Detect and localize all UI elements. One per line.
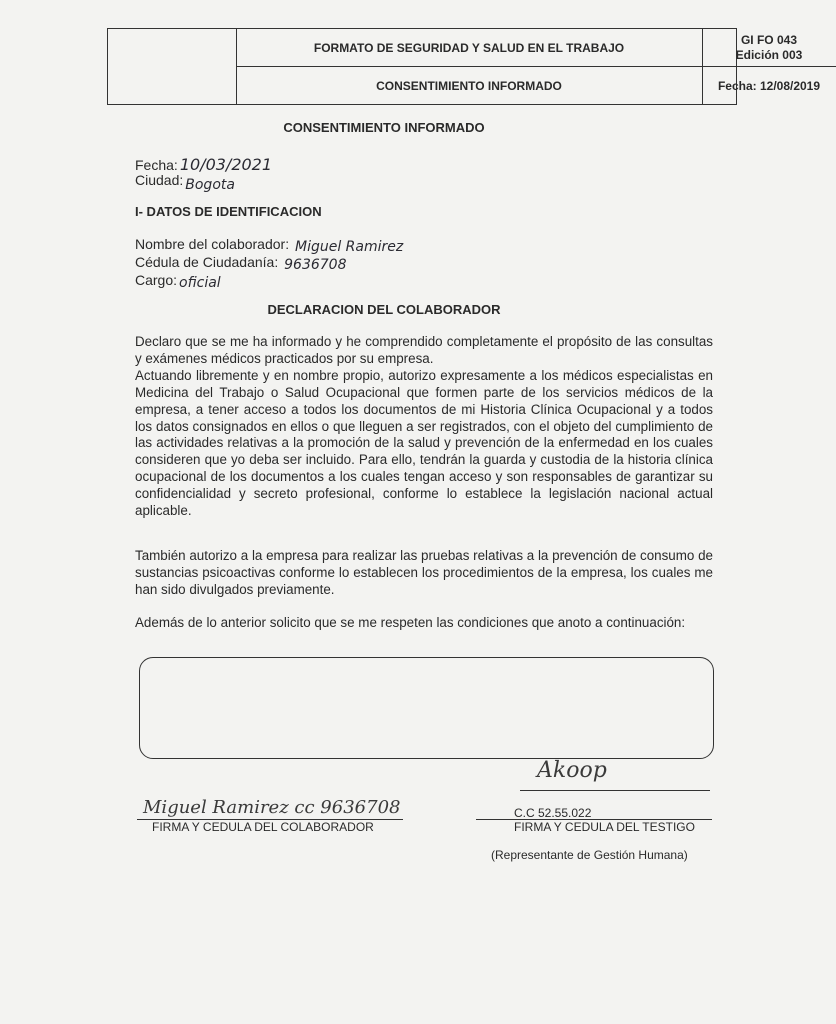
paragraph-condiciones: Además de lo anterior solicito que se me respeten las condiciones que anoto a continuación: xyxy=(135,615,686,630)
ciudad-label: Ciudad: xyxy=(135,172,184,188)
fecha-label: Fecha: xyxy=(135,157,178,173)
form-edition: Edición 003 xyxy=(735,47,803,62)
paragraph-psicoactivas: También autorizo a la empresa para realizar las pruebas relativas a la prevención de consumo de sustancias psicoactivas conforme lo establecen los procedimientos de la empresa, los cuales me han sido divulgados previamente. xyxy=(135,548,713,597)
colaborador-label: FIRMA Y CEDULA DEL COLABORADOR xyxy=(152,820,374,834)
testigo-label: FIRMA Y CEDULA DEL TESTIGO xyxy=(514,820,695,834)
nombre-field xyxy=(135,236,403,253)
header-title-cell xyxy=(236,29,703,104)
cargo-field xyxy=(135,272,221,289)
testigo-role: (Representante de Gestión Humana) xyxy=(491,848,688,862)
declaracion-text xyxy=(135,334,713,520)
form-code: GI FO 043 xyxy=(740,32,797,47)
colaborador-signature: Miguel Ramirez cc 9636708 xyxy=(143,797,401,818)
testigo-signature-line xyxy=(520,790,710,791)
cargo-label: Cargo: xyxy=(135,272,178,288)
cedula-label: Cédula de Ciudadanía: xyxy=(135,254,279,270)
cedula-value: 9636708 xyxy=(284,257,347,273)
testigo-cc: C.C 52.55.022 xyxy=(514,806,592,820)
conditions-box[interactable] xyxy=(139,657,714,759)
section-identificacion-title: I- DATOS DE IDENTIFICACION xyxy=(135,204,322,219)
nombre-value: Miguel Ramirez xyxy=(294,239,404,255)
header-logo-cell xyxy=(108,29,237,104)
form-date: Fecha: 12/08/2019 xyxy=(717,78,821,93)
cargo-value: oficial xyxy=(179,275,221,291)
nombre-label: Nombre del colaborador: xyxy=(135,236,290,252)
fecha-value: 10/03/2021 xyxy=(179,155,273,174)
header-title-bottom: CONSENTIMIENTO INFORMADO xyxy=(376,78,562,93)
ciudad-value: Bogota xyxy=(185,177,235,193)
header-meta-cell xyxy=(702,29,836,104)
section-declaracion-title: DECLARACION DEL COLABORADOR xyxy=(267,302,501,317)
cedula-field xyxy=(135,254,346,271)
ciudad-field xyxy=(135,172,235,193)
paragraph-autorizacion: Actuando libremente y en nombre propio, autorizo expresamente a los médicos especialistas en Medicina del Trabajo o Salud Ocupacional que formen parte de los servicios médicos de la empresa, a tener acceso a todos los documentos de mi Historia Clínica Ocupacional y a todos los datos consignados en ellos o que lleguen a ser registrados, con el objeto del cumplimiento de las actividades relativas a la promoción de la salud y prevención de la enfermedad en los cuales consideren que yo deba ser incluido. Para ello, tendrán la guarda y custodia de la historia clínica ocupacional de los documentos a los cuales tengan acceso y son responsables de garantizar su confidencialidad y secreto profesional, conforme lo establece la legislación nacional actual aplicable. xyxy=(135,367,713,519)
header-table xyxy=(107,28,821,105)
paragraph-proposito: Declaro que se me ha informado y he comprendido completamente el propósito de las consultas y exámenes médicos practicados por su empresa. xyxy=(135,334,713,366)
testigo-signature: Akoop xyxy=(537,758,607,783)
header-title-top: FORMATO DE SEGURIDAD Y SALUD EN EL TRABAJO xyxy=(313,40,625,55)
document-title: CONSENTIMIENTO INFORMADO xyxy=(283,120,485,135)
